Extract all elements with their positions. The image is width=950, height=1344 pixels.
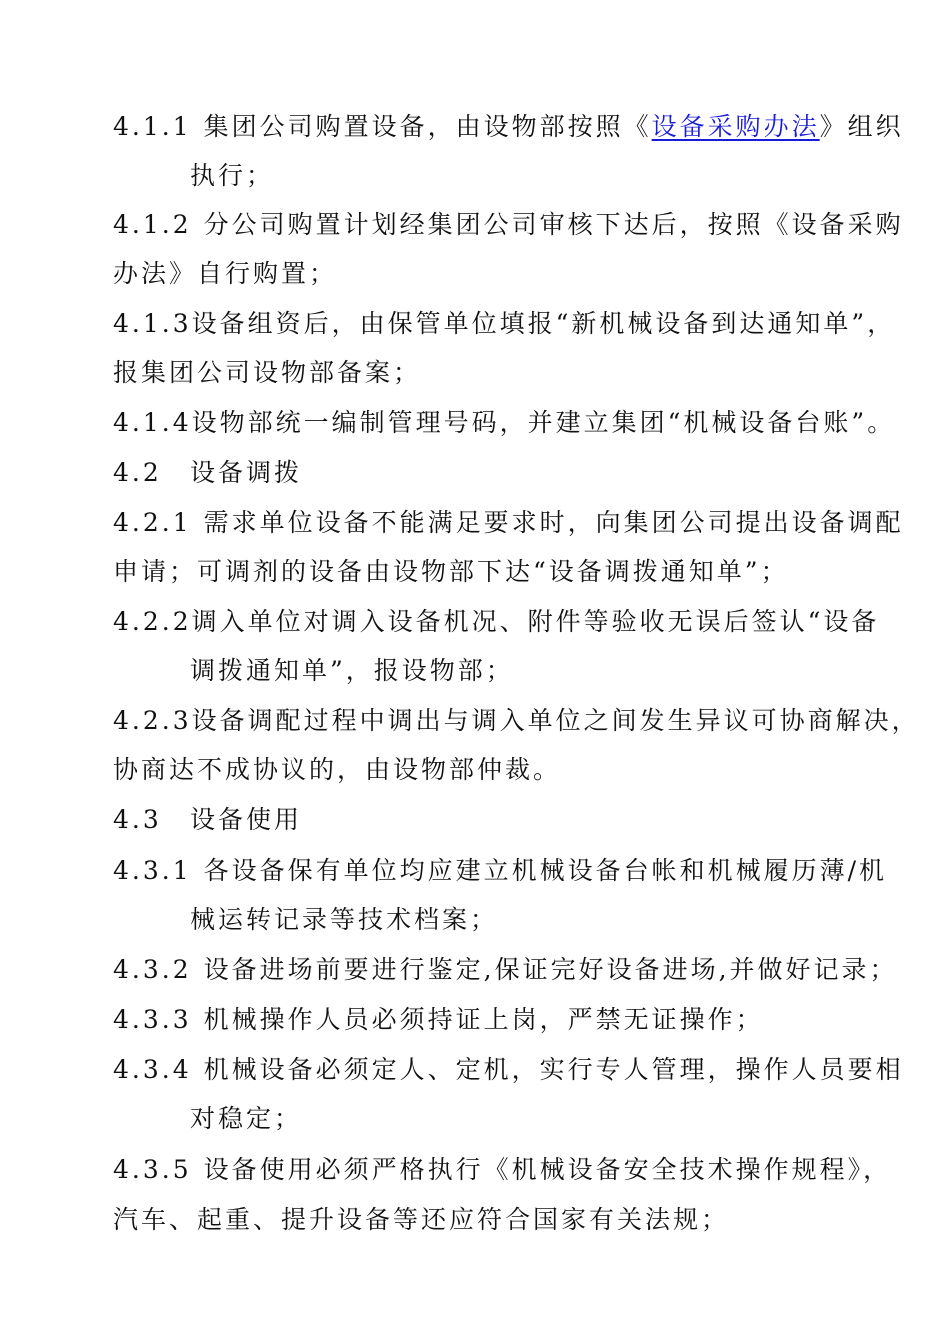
paragraph-4-2-1-line1 [113, 508, 904, 538]
paragraph-text: 集团公司购置设备，由设物部按照《 [203, 112, 652, 141]
paragraph-4-2-1-line2: 申请；可调剂的设备由设物部下达“设备调拨通知单”； [113, 557, 789, 586]
paragraph-text: 各设备保有单位均应建立机械设备台帐和机械履历薄/机 [203, 856, 888, 885]
paragraph-text: 设备调配过程中调出与调入单位之间发生异议可协商解决， [191, 706, 920, 735]
paragraph-4-2-2-line1 [113, 607, 879, 637]
paragraph-4-1-2-line2: 办法》自行购置； [113, 259, 338, 288]
paragraph-text: 分公司购置计划经集团公司审核下达后，按照《设备采购 [203, 210, 904, 239]
paragraph-4-1-2-line1 [113, 210, 904, 240]
section-number: 4.3 [113, 805, 162, 834]
paragraph-text: 设备进场前要进行鉴定,保证完好设备进场,并做好记录； [203, 955, 898, 984]
section-number: 4.3.4 [113, 1055, 192, 1084]
paragraph-text: 调入单位对调入设备机况、附件等验收无误后签认“设备 [191, 607, 880, 636]
section-number: 4.1.2 [113, 210, 192, 239]
paragraph-4-3-4-line2: 对稳定； [190, 1104, 303, 1133]
paragraph-text: 需求单位设备不能满足要求时，向集团公司提出设备调配 [203, 508, 904, 537]
section-number: 4.2.1 [113, 508, 192, 537]
section-title: 设备使用 [190, 805, 303, 834]
section-number: 4.1.4 [113, 408, 192, 437]
paragraph-text: 设备使用必须严格执行《机械设备安全技术操作规程》， [203, 1155, 892, 1184]
section-number: 4.2.2 [113, 607, 192, 636]
paragraph-text: 机械设备必须定人、定机，实行专人管理，操作人员要相 [203, 1055, 904, 1084]
section-heading-4-2 [113, 458, 302, 488]
paragraph-4-3-3-line1 [113, 1005, 764, 1035]
paragraph-4-3-4-line1 [113, 1055, 904, 1085]
paragraph-4-3-5-line2: 汽车、起重、提升设备等还应符合国家有关法规； [113, 1205, 730, 1234]
paragraph-4-2-3-line1 [113, 706, 920, 736]
paragraph-4-1-3-line1 [113, 309, 895, 339]
paragraph-4-3-2-line1 [113, 955, 898, 985]
paragraph-4-3-1-line2: 械运转记录等技术档案； [190, 905, 499, 934]
section-number: 4.1.1 [113, 112, 192, 141]
section-number: 4.1.3 [113, 309, 192, 338]
section-number: 4.3.1 [113, 856, 192, 885]
paragraph-text: 设物部统一编制管理号码，并建立集团“机械设备台账”。 [191, 408, 896, 437]
section-number: 4.3.3 [113, 1005, 192, 1034]
paragraph-4-3-5-line1 [113, 1155, 891, 1185]
paragraph-4-1-3-line2: 报集团公司设物部备案； [113, 358, 422, 387]
paragraph-text: 》组织 [819, 112, 904, 141]
section-heading-4-3 [113, 805, 302, 835]
paragraph-text: 设备组资后，由保管单位填报“新机械设备到达通知单”， [191, 309, 896, 338]
section-number: 4.3.2 [113, 955, 192, 984]
paragraph-text: 机械操作人员必须持证上岗，严禁无证操作； [203, 1005, 764, 1034]
paragraph-4-2-3-line2: 协商达不成协议的，由设物部仲裁。 [113, 755, 562, 784]
procurement-rules-link[interactable]: 设备采购办法 [651, 112, 820, 141]
paragraph-4-2-2-line2: 调拨通知单”，报设物部； [190, 656, 514, 685]
paragraph-4-1-1-line1 [113, 112, 904, 142]
section-title: 设备调拨 [190, 458, 303, 487]
paragraph-4-3-1-line1 [113, 856, 887, 886]
paragraph-4-1-1-line2: 执行； [190, 161, 275, 190]
section-number: 4.2.3 [113, 706, 192, 735]
paragraph-4-1-4-line1 [113, 408, 895, 438]
section-number: 4.2 [113, 458, 162, 487]
section-number: 4.3.5 [113, 1155, 192, 1184]
